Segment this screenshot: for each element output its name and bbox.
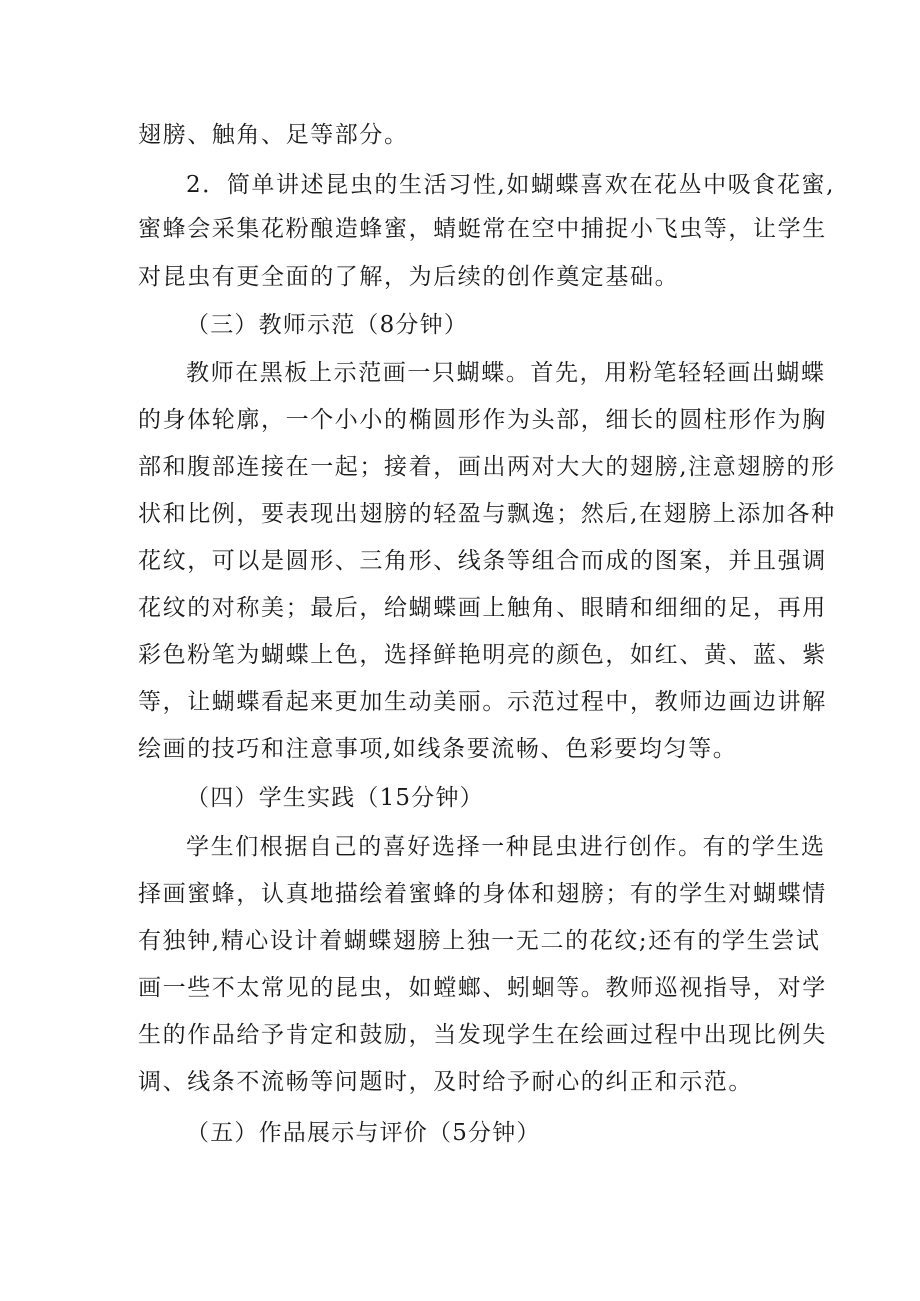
section-heading: （五）作品展示与评价（5分钟）	[186, 1120, 541, 1146]
paragraph-line: 绘画的技巧和注意事项,如线条要流畅、色彩要均匀等。	[138, 736, 738, 762]
paragraph-line: 的身体轮廓，一个小小的椭圆形作为头部，细长的圆柱形作为胸	[138, 407, 827, 433]
paragraph-line: 有独钟,精心设计着蝴蝶翅膀上独一无二的花纹;还有的学生尝试	[138, 928, 821, 954]
paragraph-line: 状和比例，要表现出翅膀的轻盈与飘逸；然后,在翅膀上添加各种	[138, 501, 836, 527]
paragraph-line: 等，让蝴蝶看起来更加生动美丽。示范过程中，教师边画边讲解	[138, 689, 827, 715]
paragraph-line: 对昆虫有更全面的了解，为后续的创作奠定基础。	[138, 264, 680, 290]
paragraph-line: 生的作品给予肯定和鼓励，当发现学生在绘画过程中出现比例失	[138, 1022, 827, 1048]
paragraph-line: 教师在黑板上示范画一只蝴蝶。首先，用粉笔轻轻画出蝴蝶	[186, 360, 826, 386]
section-heading: （四）学生实践（15分钟）	[186, 785, 484, 811]
paragraph-line: 彩色粉笔为蝴蝶上色，选择鲜艳明亮的颜色，如红、黄、蓝、紫	[138, 642, 827, 668]
paragraph-line: 花纹的对称美；最后，给蝴蝶画上触角、眼睛和细细的足，再用	[138, 595, 827, 621]
paragraph-line: 调、线条不流畅等问题时，及时给予耐心的纠正和示范。	[138, 1069, 753, 1095]
paragraph-line: 学生们根据自己的喜好选择一种昆虫进行创作。有的学生选	[186, 834, 826, 860]
paragraph-line: 画一些不太常见的昆虫，如螳螂、蚓蛔等。教师巡视指导，对学	[138, 975, 827, 1001]
paragraph-line: 部和腹部连接在一起；接着，画出两对大大的翅膀,注意翅膀的形	[138, 454, 836, 480]
paragraph-line: 蜜蜂会采集花粉酿造蜂蜜，蜻蜓常在空中捕捉小飞虫等，让学生	[138, 216, 827, 242]
paragraph-line: 2．简单讲述昆虫的生活习性,如蝴蝶喜欢在花丛中吸食花蜜,	[186, 172, 836, 198]
paragraph-line: 择画蜜蜂，认真地描绘着蜜蜂的身体和翅膀；有的学生对蝴蝶情	[138, 881, 827, 907]
paragraph-line: 花纹，可以是圆形、三角形、线条等组合而成的图案，并且强调	[138, 548, 827, 574]
paragraph-line: 翅膀、触角、足等部分。	[138, 122, 409, 148]
section-heading: （三）教师示范（8分钟）	[186, 312, 469, 338]
